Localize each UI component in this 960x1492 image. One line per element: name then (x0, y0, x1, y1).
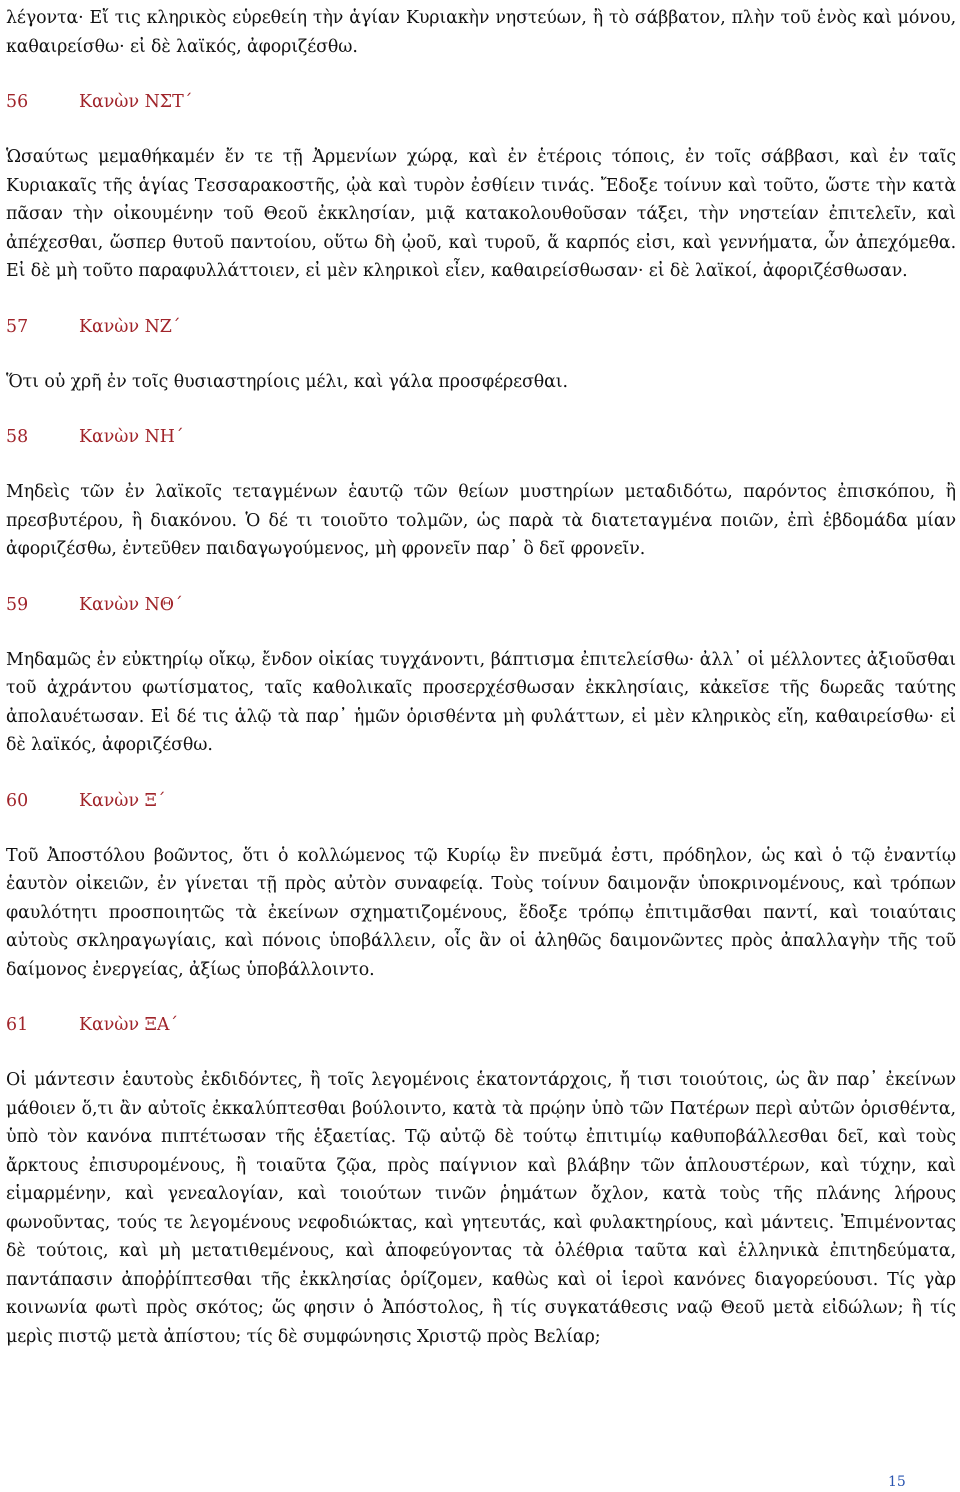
canon-section (6, 591, 956, 787)
spacer (6, 61, 956, 88)
canon-number: 59 (6, 594, 29, 615)
canon-title: Κανὼν ΝΘ΄ (79, 594, 183, 615)
canon-number: 61 (6, 1015, 29, 1035)
canon-text: Ὅτι οὐ χρῆ ἐν τοῖς θυσιαστηρίοις μέλι, καὶ γάλα προσφέρεσθαι. (6, 371, 568, 392)
canon-section (6, 423, 956, 591)
spacer (6, 286, 956, 313)
canon-heading (6, 313, 956, 341)
canon-heading (6, 787, 956, 815)
spacer (6, 984, 956, 1011)
spacer (6, 341, 956, 368)
spacer (6, 760, 956, 787)
spacer (6, 116, 956, 143)
canon-title: Κανὼν ΝΣΤ΄ (79, 92, 193, 112)
canon-number: 57 (6, 316, 29, 337)
canon-heading (6, 88, 956, 116)
canon-number: 56 (6, 92, 29, 112)
canon-text: Μηδεὶς τῶν ἐν λαϊκοῖς τεταγμένων ἑαυτῷ τῶν θείων μυστηρίων μεταδιδότω, παρόντος ἐπισκόπου, ἢ πρεσβυτέρου, ἢ διακόνου. Ὁ δέ τι τοιοῦτο τολμῶν, ὡς παρὰ τὰ διατεταγμένα ποιῶν, ἐπὶ ἑβδομάδα μίαν ἀφοριζέσθω, ἐντεῦθεν παιδαγωγούμενος, μὴ φρονεῖν παρ᾽ ὃ δεῖ φρονεῖν. (6, 482, 956, 559)
canon-section (6, 88, 956, 313)
canon-title: Κανὼν ΝΖ΄ (79, 316, 181, 337)
canon-section (6, 1011, 956, 1351)
spacer (6, 619, 956, 646)
page-number: 15 (888, 1474, 906, 1490)
spacer (6, 564, 956, 591)
canon-title: Κανὼν ΝΗ΄ (79, 427, 184, 447)
canon-section (6, 787, 956, 1012)
canon-text: Τοῦ Ἀποστόλου βοῶντος, ὅτι ὁ κολλώμενος τῷ Κυρίῳ ἓν πνεῦμά ἐστι, πρόδηλον, ὡς καὶ ὁ τῷ ἐναντίῳ ἑαυτὸν οἰκειῶν, ἐν γίνεται τῇ πρὸς αὐτὸν συναφείᾳ. Τοὺς τοίνυν δαιμονᾷν ὑποκρινομένους, καὶ τρόπων φαυλότητι προσποιητῶς τὰ ἐκείνων σχηματιζομένους, ἔδοξε τρόπῳ ἐπιτιμᾶσθαι παντί, καὶ τοιαύταις αὐτοὺς σκληραγωγίαις, καὶ πόνοις ὑποβάλλειν, οἷς ἂν οἱ ἀληθῶς δαιμονῶντες πρὸς ἀπαλλαγὴν τῆς τοῦ δαίμονος ἐνεργείας, ἀξίως ὑποβάλλοιντο. (6, 845, 956, 980)
spacer (6, 451, 956, 478)
spacer (6, 815, 956, 842)
document-page (6, 4, 956, 1351)
canon-title: Κανὼν Ξ΄ (79, 790, 166, 811)
spacer (6, 1039, 956, 1066)
paragraph-continuation: λέγοντα· Εἴ τις κληρικὸς εὑρεθείη τὴν ἁγίαν Κυριακὴν νηστεύων, ἢ τὸ σάββατον, πλὴν τοῦ ἑνὸς καὶ μόνου, καθαιρείσθω· εἰ δὲ λαϊκός, ἀφοριζέσθω. (6, 8, 956, 57)
canon-number: 58 (6, 427, 29, 447)
canon-text: Οἱ μάντεσιν ἑαυτοὺς ἐκδιδόντες, ἢ τοῖς λεγομένοις ἑκατοντάρχοις, ἤ τισι τοιούτοις, ὡς ἂν παρ᾽ ἐκείνων μάθοιεν ὅ,τι ἂν αὐτοῖς ἐκκαλύπτεσθαι βούλοιντο, κατὰ τὰ πρῴην ὑπὸ τῶν Πατέρων περὶ αὐτῶν ὁρισθέντα, ὑπὸ τὸν κανόνα πιπτέτωσαν τῆς ἑξαετίας. Τῷ αὐτῷ δὲ τούτῳ ἐπιτιμίῳ καθυποβάλλεσθαι δεῖ, καὶ τοὺς ἄρκτους ἐπισυρομένους, ἢ τοιαῦτα ζῷα, πρὸς παίγνιον καὶ βλάβην τῶν ἁπλουστέρων, καὶ τύχην, καὶ εἱμαρμένην, καὶ γενεαλογίαν, καὶ τοιούτων τινῶν ῥημάτων ὄχλον, κατὰ τοὺς τῆς πλάνης λήρους φωνοῦντας, τούς τε λεγομένους νεφοδιώκτας, καὶ γητευτάς, καὶ φυλακτηρίους, καὶ μάντεις. Ἐπιμένοντας δὲ τούτοις, καὶ μὴ μετατιθεμένους, καὶ ἀποφεύγοντας τὰ ὀλέθρια ταῦτα καὶ ἑλληνικὰ ἐπιτηδεύματα, παντάπασιν ἀποῤῥίπτεσθαι τῆς ἐκκλησίας ὁρίζομεν, καθὼς καὶ οἱ ἱεροὶ κανόνες διαγορεύουσι. Τίς γὰρ κοινωνία φωτὶ πρὸς σκότος; ὥς φησιν ὁ Ἀπόστολος, ἢ τίς συγκατάθεσις ναῷ Θεοῦ μετὰ εἰδώλων; ἢ τίς μερὶς πιστῷ μετὰ ἀπίστου; τίς δὲ συμφώνησις Χριστῷ πρὸς Βελίαρ; (6, 1070, 956, 1347)
canon-heading (6, 1011, 956, 1039)
canon-heading (6, 423, 956, 451)
canon-section (6, 313, 956, 424)
canon-text: Ὡσαύτως μεμαθήκαμέν ἔν τε τῇ Ἀρμενίων χώρᾳ, καὶ ἐν ἑτέροις τόποις, ἐν τοῖς σάββασι, καὶ ἐν ταῖς Κυριακαῖς τῆς ἁγίας Τεσσαρακοστῆς, ᾠὰ καὶ τυρὸν ἐσθίειν τινάς. Ἔδοξε τοίνυν καὶ τοῦτο, ὥστε τὴν κατὰ πᾶσαν τὴν οἰκουμένην τοῦ Θεοῦ ἐκκλησίαν, μιᾷ κατακολουθοῦσαν τάξει, τὴν νηστείαν ἐπιτελεῖν, καὶ ἀπέχεσθαι, ὥσπερ θυτοῦ παντοίου, οὕτω δὴ ᾠοῦ, καὶ τυροῦ, ἅ καρπός εἰσι, καὶ γεννήματα, ὧν ἀπεχόμεθα. Εἰ δὲ μὴ τοῦτο παραφυλλάττοιεν, εἰ μὲν κληρικοὶ εἶεν, καθαιρείσθωσαν· εἰ δὲ λαϊκοί, ἀφοριζέσθωσαν. (6, 147, 956, 281)
canon-title: Κανὼν ΞΑ΄ (79, 1015, 179, 1035)
canon-number: 60 (6, 790, 29, 811)
spacer (6, 396, 956, 423)
canon-heading (6, 591, 956, 619)
canon-text: Μηδαμῶς ἐν εὐκτηρίῳ οἴκῳ, ἔνδον οἰκίας τυγχάνοντι, βάπτισμα ἐπιτελείσθω· ἀλλ᾽ οἱ μέλλοντες ἀξιοῦσθαι τοῦ ἀχράντου φωτίσματος, ταῖς καθολικαῖς προσερχέσθωσαν ἐκκλησίαις, κἀκεῖσε τῆς δωρεᾶς ταύτης ἀπολαυέτωσαν. Εἰ δέ τις ἁλῷ τὰ παρ᾽ ἡμῶν ὁρισθέντα μὴ φυλάττων, εἰ μὲν κληρικὸς εἴη, καθαιρείσθω· εἰ δὲ λαϊκός, ἀφοριζέσθω. (6, 649, 956, 755)
